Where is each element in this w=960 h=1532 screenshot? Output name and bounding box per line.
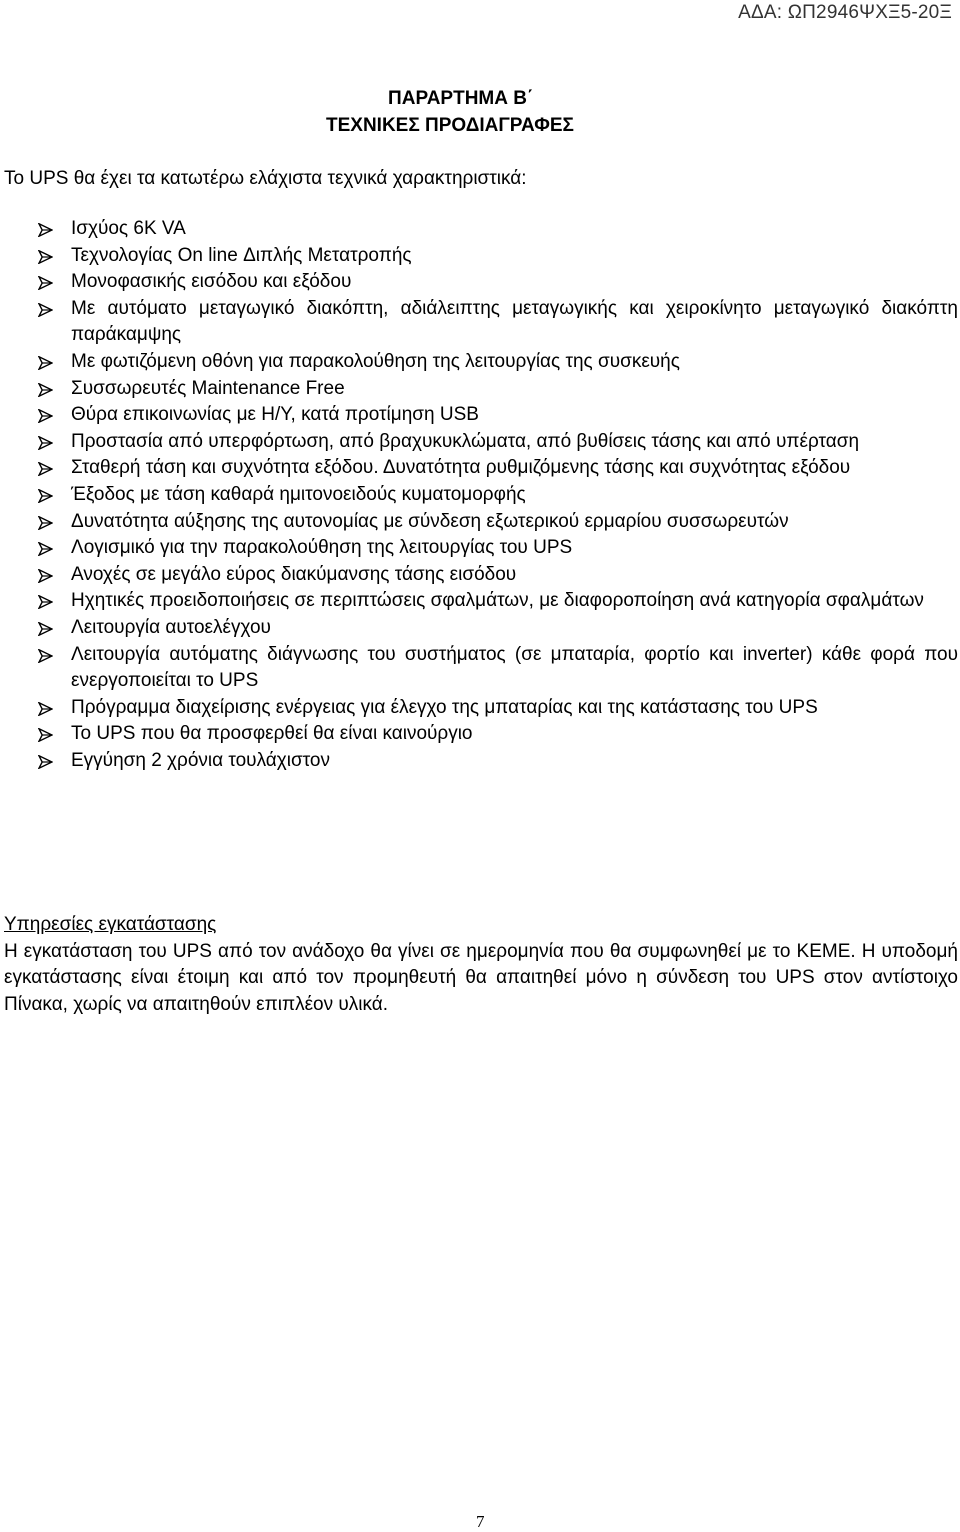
arrowhead-bullet-icon	[38, 436, 53, 450]
feature-item	[0, 642, 960, 695]
feature-item	[0, 588, 960, 615]
arrowhead-bullet-icon	[38, 276, 53, 290]
feature-text: Με αυτόματο μεταγωγικό διακόπτη, αδιάλειπτης μεταγωγικής και χειροκίνητο μεταγωγικό διακόπτη παράκαμψης	[71, 297, 958, 346]
feature-text: Τεχνολογίας On line Διπλής Μετατροπής	[71, 244, 412, 266]
feature-item	[0, 402, 960, 429]
feature-item	[0, 562, 960, 589]
arrowhead-bullet-icon	[38, 516, 53, 530]
feature-text: Έξοδος με τάση καθαρά ημιτονοειδούς κυματομορφής	[71, 483, 526, 505]
ada-code: ΑΔΑ: ΩΠ2946ΨΧΞ5-20Ξ	[738, 2, 952, 23]
title-line-1: ΠΑΡΑΡΤΗΜΑ Β΄	[388, 88, 534, 109]
feature-text: Λειτουργία αυτοελέγχου	[71, 616, 271, 638]
feature-text: Σταθερή τάση και συχνότητα εξόδου. Δυνατότητα ρυθμιζόμενης τάσης και συχνότητας εξόδου	[71, 457, 851, 479]
feature-item	[0, 349, 960, 376]
services-body: Η εγκατάσταση του UPS από τον ανάδοχο θα γίνει σε ημερομηνία που θα συμφωνηθεί με το ΚΕΜΕ. Η υποδομή εγκατάστασης είναι έτοιμη και από τον προμηθευτή θα απαιτηθεί μόνο η σύνδεση του UPS στον αντίστοιχο Πίνακα, χωρίς να απαιτηθούν επιπλέον υλικά.	[4, 940, 958, 1015]
arrowhead-bullet-icon	[38, 702, 53, 716]
feature-text: Θύρα επικοινωνίας με Η/Υ, κατά προτίμηση USB	[71, 404, 479, 426]
arrowhead-bullet-icon	[38, 755, 53, 769]
arrowhead-bullet-icon	[38, 569, 53, 583]
feature-text: Ισχύος 6K VA	[71, 218, 186, 239]
feature-text: Το UPS που θα προσφερθεί θα είναι καινούργιο	[71, 723, 473, 745]
title-line-2: ΤΕΧΝΙΚΕΣ ΠΡΟΔΙΑΓΡΑΦΕΣ	[326, 115, 574, 136]
arrowhead-bullet-icon	[38, 223, 53, 237]
feature-item	[0, 216, 960, 243]
arrowhead-bullet-icon	[38, 356, 53, 370]
feature-text: Δυνατότητα αύξησης της αυτονομίας με σύνδεση εξωτερικού ερμαρίου συσσωρευτών	[71, 510, 789, 532]
feature-item	[0, 455, 960, 482]
feature-text: Λογισμικό για την παρακολούθηση της λειτουργίας του UPS	[71, 537, 573, 559]
feature-item	[0, 535, 960, 562]
page-number: 7	[476, 1512, 485, 1531]
arrowhead-bullet-icon	[38, 462, 53, 476]
feature-text: Μονοφασικής εισόδου και εξόδου	[71, 271, 352, 293]
arrowhead-bullet-icon	[38, 595, 53, 609]
arrowhead-bullet-icon	[38, 303, 53, 317]
feature-item	[0, 721, 960, 748]
services-heading: Υπηρεσίες εγκατάστασης	[4, 914, 217, 935]
arrowhead-bullet-icon	[38, 622, 53, 636]
feature-text: Λειτουργία αυτόματης διάγνωσης του συστήματος (σε μπαταρία, φορτίο και inverter) κάθε φορά που ενεργοποιείται το UPS	[71, 643, 958, 692]
feature-text: Ανοχές σε μεγάλο εύρος διακύμανσης τάσης εισόδου	[71, 563, 517, 585]
arrowhead-bullet-icon	[38, 542, 53, 556]
intro-text: Το UPS θα έχει τα κατωτέρω ελάχιστα τεχνικά χαρακτηριστικά:	[4, 168, 527, 189]
arrowhead-bullet-icon	[38, 383, 53, 397]
feature-item	[0, 429, 960, 456]
feature-text: Εγγύηση 2 χρόνια τουλάχιστον	[71, 749, 330, 771]
services-section	[4, 912, 958, 1018]
arrowhead-bullet-icon	[38, 649, 53, 663]
feature-text: Με φωτιζόμενη οθόνη για παρακολούθηση της λειτουργίας της συσκευής	[71, 350, 680, 372]
feature-text: Ηχητικές προειδοποιήσεις σε περιπτώσεις σφαλμάτων, με διαφοροποίηση ανά κατηγορία σφαλμάτων	[71, 590, 924, 612]
feature-item	[0, 376, 960, 403]
feature-item	[0, 296, 960, 349]
feature-item	[0, 695, 960, 722]
arrowhead-bullet-icon	[38, 409, 53, 423]
feature-text: Πρόγραμμα διαχείρισης ενέργειας για έλεγχο της μπαταρίας και της κατάστασης του UPS	[71, 696, 818, 718]
feature-item	[0, 269, 960, 296]
feature-item	[0, 243, 960, 270]
features-list	[0, 216, 960, 774]
arrowhead-bullet-icon	[38, 728, 53, 742]
feature-item	[0, 482, 960, 509]
arrowhead-bullet-icon	[38, 489, 53, 503]
feature-text: Προστασία από υπερφόρτωση, από βραχυκυκλώματα, από βυθίσεις τάσης και από υπέρταση	[71, 430, 860, 452]
feature-text: Συσσωρευτές Maintenance Free	[71, 377, 345, 399]
feature-item	[0, 615, 960, 642]
feature-item	[0, 748, 960, 775]
arrowhead-bullet-icon	[38, 250, 53, 264]
feature-item	[0, 509, 960, 536]
